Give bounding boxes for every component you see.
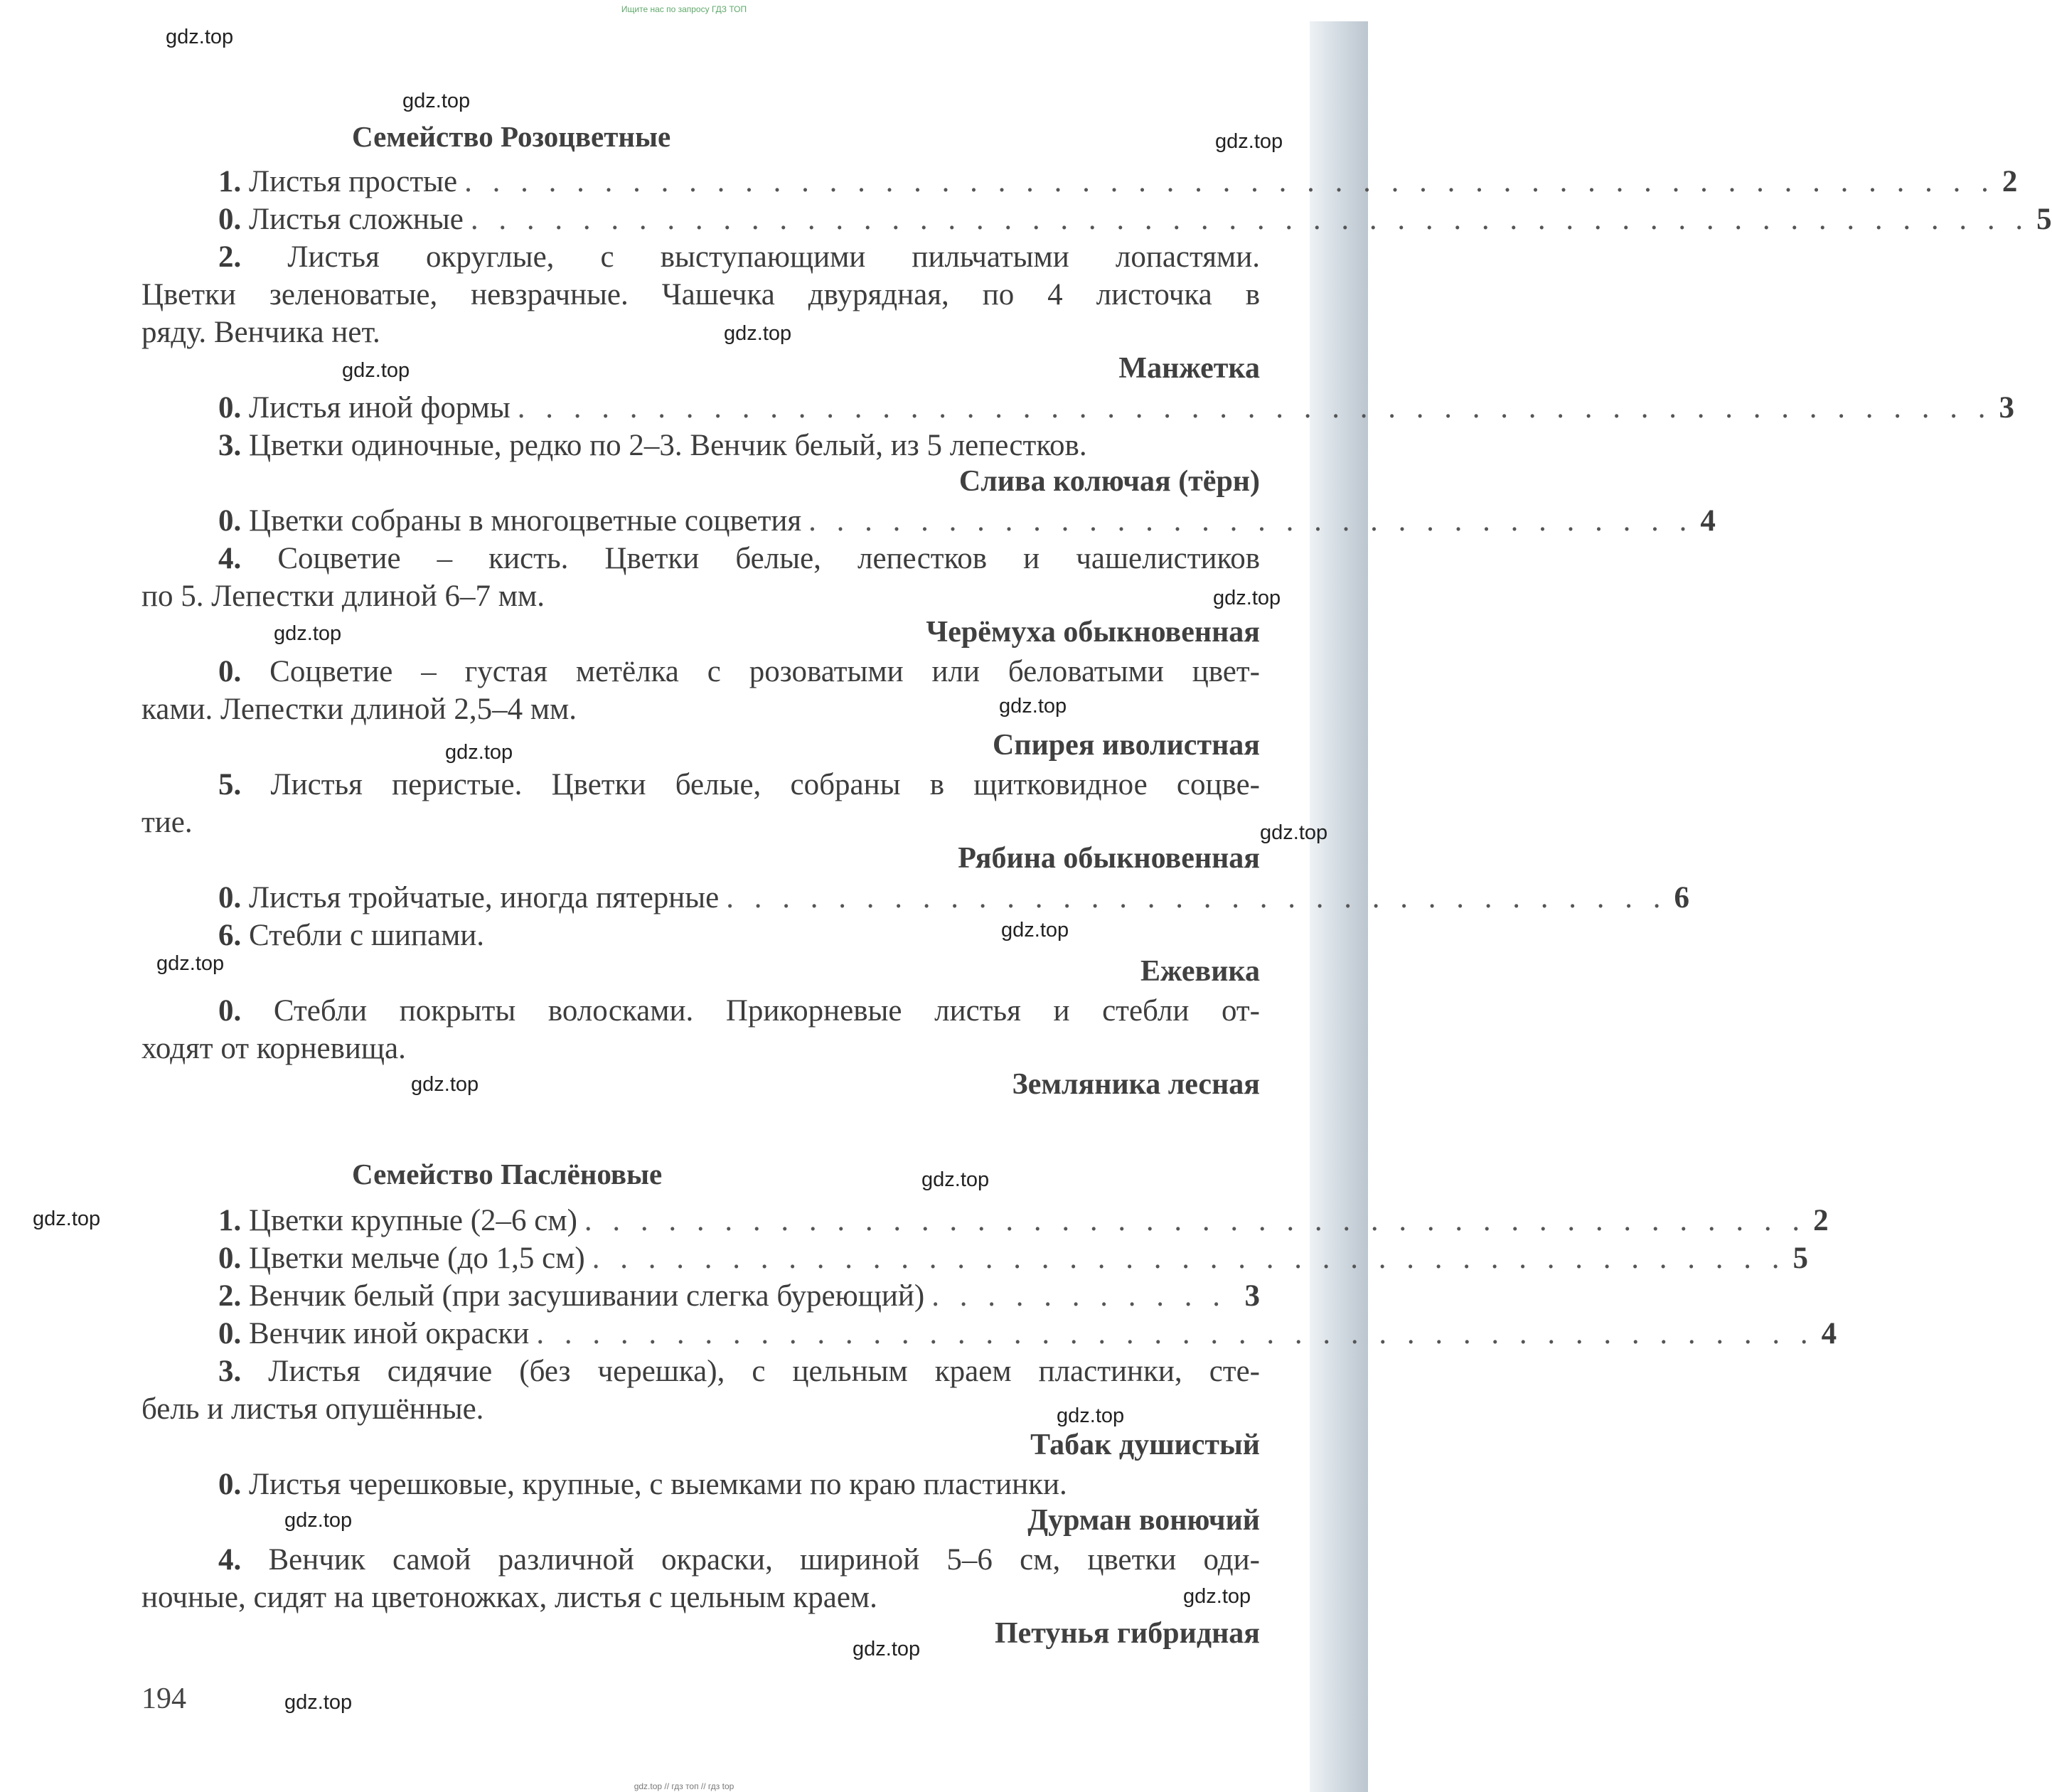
section-title-rosaceae: Семейство Розоцветные: [352, 120, 671, 153]
key-line-continued: ками. Лепестки длиной 2,5–4 мм.: [141, 693, 577, 726]
leader-dots: . . . . . . . . . . . . . . . . . . . . . . . . . . . . . . . . . . . . . . . . . . . . . .: [536, 1317, 1815, 1350]
watermark: gdz.top: [1213, 587, 1281, 609]
plant-name: Табак душистый: [1030, 1429, 1260, 1461]
key-line: [141, 917, 1260, 954]
leader-dots: . . . . . . . . . . . . . . . . . . . . . . . . . . . . . . . . . . . . . . . . . . . . . . . . . . . . . . .: [464, 165, 1995, 198]
plant-name: Ежевика: [1140, 955, 1260, 988]
watermark: gdz.top: [411, 1073, 479, 1096]
key-line: [141, 992, 1260, 1030]
step-number: 6.: [218, 919, 242, 952]
step-number: 1.: [218, 165, 242, 198]
step-text: Стебли покрыты волосками. Прикорневые листья и стебли от-: [273, 994, 1260, 1028]
watermark: gdz.top: [166, 26, 234, 48]
step-text: Соцветие – густая метёлка с розоватыми или беловатыми цвет-: [269, 655, 1260, 688]
step-reference: 3: [1999, 391, 2015, 425]
leader-dots: . . . . . . . . . . . . . . . . . . . . . . . . . . . . . . . . . . . . . . . . . . .: [592, 1242, 1786, 1275]
key-line: [141, 163, 2018, 201]
watermark: gdz.top: [284, 1691, 353, 1714]
step-number: 0.: [218, 504, 242, 538]
step-text: Цветки одиночные, редко по 2–3. Венчик белый, из 5 лепестков.: [249, 429, 1087, 462]
plant-name: Слива колючая (тёрн): [958, 465, 1260, 498]
key-line: [141, 1466, 1260, 1503]
step-number: 0.: [218, 881, 242, 914]
step-number: 3.: [218, 429, 242, 462]
step-text: Стебли с шипами.: [249, 919, 485, 952]
step-text: Листья простые: [249, 165, 458, 198]
key-line: [141, 1315, 1837, 1353]
watermark: gdz.top: [156, 952, 225, 975]
step-number: 3.: [218, 1355, 242, 1388]
step-number: 4.: [218, 1543, 242, 1577]
step-reference: 5: [1792, 1242, 1808, 1275]
watermark: gdz.top: [402, 90, 471, 112]
step-reference: 3: [1244, 1279, 1260, 1313]
step-text: Цветки собраны в многоцветные соцветия: [249, 504, 802, 538]
step-reference: 4: [1821, 1317, 1837, 1350]
key-line: [141, 1202, 1829, 1239]
step-number: 1.: [218, 1204, 242, 1237]
watermark: gdz.top: [999, 695, 1067, 718]
key-line-continued: ряду. Венчика нет.: [141, 316, 380, 349]
top-note: Ищите нас по запросу ГДЗ ТОП: [621, 4, 747, 14]
plant-name: Черёмуха обыкновенная: [926, 616, 1260, 649]
watermark: gdz.top: [342, 359, 410, 382]
key-line: [141, 1541, 1260, 1579]
step-number: 0.: [218, 391, 242, 425]
key-line: [141, 427, 1260, 464]
step-number: 2.: [218, 240, 242, 274]
step-text: Листья сидячие (без черешка), с цельным краем пластинки, сте-: [268, 1355, 1260, 1388]
step-text: Листья тройчатые, иногда пятерные: [249, 881, 720, 914]
key-line: [141, 1353, 1260, 1390]
watermark: gdz.top: [1183, 1585, 1251, 1608]
key-line: [141, 389, 2015, 427]
step-number: 0.: [218, 1468, 242, 1501]
step-text: Венчик иной окраски: [249, 1317, 530, 1350]
plant-name: Дурман вонючий: [1027, 1504, 1260, 1537]
key-line: [141, 502, 1716, 540]
step-reference: 2: [1813, 1204, 1829, 1237]
watermark: gdz.top: [274, 622, 342, 645]
step-text: Листья округлые, с выступающими пильчатыми лопастями.: [287, 240, 1260, 274]
page-number: 194: [141, 1682, 186, 1715]
key-line: [141, 238, 1260, 276]
step-text: Венчик белый (при засушивании слегка буреющий): [249, 1279, 925, 1313]
leader-dots: . . . . . . . . . . .: [931, 1279, 1227, 1313]
plant-name: Рябина обыкновенная: [958, 842, 1260, 875]
step-number: 2.: [218, 1279, 242, 1313]
step-reference: 5: [2036, 203, 2052, 236]
key-line-continued: ночные, сидят на цветоножках, листья с цельным краем.: [141, 1581, 877, 1614]
step-number: 0.: [218, 994, 242, 1028]
watermark: gdz.top: [1215, 130, 1283, 153]
watermark: gdz.top: [1057, 1404, 1125, 1427]
key-line: [141, 766, 1260, 804]
leader-dots: . . . . . . . . . . . . . . . . . . . . . . . . . . . . . . . . . . . . . . . . . . . . . . . . . . . . . . . .: [470, 203, 2030, 236]
plant-name: Земляника лесная: [1012, 1068, 1260, 1101]
leader-dots: . . . . . . . . . . . . . . . . . . . . . . . . . . . . . . . . . . . . . . . . . . . . . . . . . . . . .: [517, 391, 1992, 425]
key-line: [141, 879, 1690, 917]
watermark: gdz.top: [445, 741, 513, 764]
plant-name: Петунья гибридная: [994, 1617, 1260, 1650]
step-text: Соцветие – кисть. Цветки белые, лепестков и чашелистиков: [277, 542, 1261, 575]
step-text: Листья иной формы: [249, 391, 511, 425]
key-line: [141, 201, 2052, 238]
step-reference: 2: [2002, 165, 2018, 198]
key-line-continued: по 5. Лепестки длиной 6–7 мм.: [141, 580, 545, 613]
watermark: gdz.top: [284, 1509, 353, 1532]
bottom-note: gdz.top // гдз топ // гдз top: [634, 1781, 734, 1791]
key-line-continued: Цветки зеленоватые, невзрачные. Чашечка двурядная, по 4 листочка в: [141, 278, 1260, 311]
step-number: 5.: [218, 768, 242, 801]
step-number: 0.: [218, 1317, 242, 1350]
key-line-continued: тие.: [141, 806, 193, 839]
plant-name: Спирея иволистная: [993, 729, 1260, 762]
step-reference: 4: [1700, 504, 1716, 538]
step-number: 0.: [218, 203, 242, 236]
step-reference: 6: [1674, 881, 1690, 914]
leader-dots: . . . . . . . . . . . . . . . . . . . . . . . . . . . . . . . .: [808, 504, 1694, 538]
leader-dots: . . . . . . . . . . . . . . . . . . . . . . . . . . . . . . . . . .: [726, 881, 1667, 914]
step-text: Листья сложные: [249, 203, 464, 236]
step-text: Венчик самой различной окраски, шириной 5–6 см, цветки оди-: [268, 1543, 1260, 1577]
key-line: [141, 653, 1260, 690]
watermark: gdz.top: [1260, 821, 1328, 844]
step-text: Листья черешковые, крупные, с выемками по краю пластинки.: [249, 1468, 1067, 1501]
leader-dots: . . . . . . . . . . . . . . . . . . . . . . . . . . . . . . . . . . . . . . . . . . . .: [584, 1204, 1807, 1237]
plant-name: Манжетка: [1118, 352, 1260, 385]
step-text: Цветки крупные (2–6 см): [249, 1204, 577, 1237]
key-line: [141, 540, 1260, 577]
key-line: [141, 1277, 1260, 1315]
step-number: 4.: [218, 542, 242, 575]
section-title-solanaceae: Семейство Паслёновые: [352, 1158, 663, 1190]
watermark: gdz.top: [1001, 919, 1069, 942]
watermark: gdz.top: [33, 1207, 101, 1230]
watermark: gdz.top: [853, 1638, 921, 1660]
step-number: 0.: [218, 1242, 242, 1275]
step-text: Листья перистые. Цветки белые, собраны в щитковидное соцве-: [270, 768, 1260, 801]
watermark: gdz.top: [921, 1168, 990, 1191]
step-text: Цветки мельче (до 1,5 см): [249, 1242, 585, 1275]
watermark: gdz.top: [724, 322, 792, 345]
step-number: 0.: [218, 655, 242, 688]
key-line-continued: бель и листья опушённые.: [141, 1392, 484, 1426]
key-line: [141, 1239, 1808, 1277]
key-line-continued: ходят от корневища.: [141, 1032, 406, 1065]
